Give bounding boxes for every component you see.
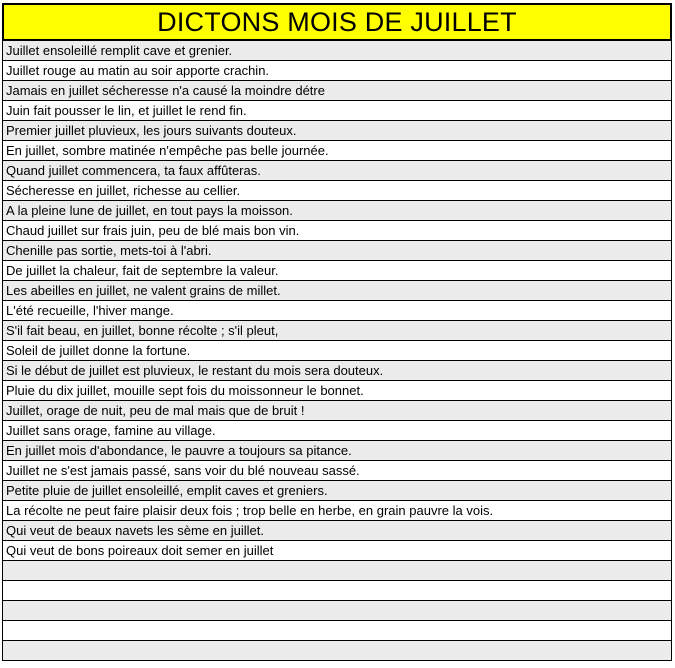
table-row[interactable] xyxy=(3,241,671,261)
table-row[interactable] xyxy=(3,541,671,561)
saying-text: De juillet la chaleur, fait de septembre la valeur. xyxy=(6,263,279,278)
table-row[interactable] xyxy=(3,341,671,361)
table-row[interactable] xyxy=(3,461,671,481)
saying-text: La récolte ne peut faire plaisir deux fois ; trop belle en herbe, en grain pauvre la vois. xyxy=(6,503,494,518)
table-row[interactable] xyxy=(3,601,671,621)
table-row[interactable] xyxy=(3,621,671,641)
table-row[interactable] xyxy=(3,441,671,461)
saying-text: Petite pluie de juillet ensoleillé, emplit caves et greniers. xyxy=(6,483,328,498)
table-row[interactable] xyxy=(3,261,671,281)
saying-text: Juillet, orage de nuit, peu de mal mais que de bruit ! xyxy=(6,403,305,418)
table-row[interactable] xyxy=(3,221,671,241)
saying-text: Premier juillet pluvieux, les jours suivants douteux. xyxy=(6,123,297,138)
saying-text: Soleil de juillet donne la fortune. xyxy=(6,343,191,358)
saying-text: Les abeilles en juillet, ne valent grains de millet. xyxy=(6,283,281,298)
table-row[interactable] xyxy=(3,201,671,221)
saying-text: A la pleine lune de juillet, en tout pays la moisson. xyxy=(6,203,293,218)
table-row[interactable] xyxy=(3,81,671,101)
saying-text: Pluie du dix juillet, mouille sept fois du moissonneur le bonnet. xyxy=(6,383,364,398)
table-row[interactable] xyxy=(3,381,671,401)
table-row[interactable] xyxy=(3,501,671,521)
table-row[interactable] xyxy=(3,141,671,161)
saying-text: Si le début de juillet est pluvieux, le restant du mois sera douteux. xyxy=(6,363,384,378)
table-row[interactable] xyxy=(3,361,671,381)
saying-text: S'il fait beau, en juillet, bonne récolte ; s'il pleut, xyxy=(6,323,279,338)
saying-text: Sécheresse en juillet, richesse au cellier. xyxy=(6,183,241,198)
saying-text: En juillet mois d'abondance, le pauvre a toujours sa pitance. xyxy=(6,443,352,458)
saying-text: Juillet ensoleillé remplit cave et grenier. xyxy=(6,43,233,58)
table-row[interactable] xyxy=(3,181,671,201)
saying-text: L'été recueille, l'hiver mange. xyxy=(6,303,174,318)
saying-text: Chenille pas sortie, mets-toi à l'abri. xyxy=(6,243,212,258)
table-row[interactable] xyxy=(3,41,671,61)
table-row[interactable] xyxy=(3,121,671,141)
saying-text: Qui veut de beaux navets les sème en juillet. xyxy=(6,523,264,538)
table-row[interactable] xyxy=(3,561,671,581)
sayings-list xyxy=(2,41,672,661)
saying-text: Juillet rouge au matin au soir apporte crachin. xyxy=(6,63,270,78)
table-row[interactable] xyxy=(3,401,671,421)
table-row[interactable] xyxy=(3,581,671,601)
saying-text: Chaud juillet sur frais juin, peu de blé mais bon vin. xyxy=(6,223,300,238)
spreadsheet-table xyxy=(2,3,672,661)
table-row[interactable] xyxy=(3,101,671,121)
saying-text: Jamais en juillet sécheresse n'a causé la moindre détre xyxy=(6,83,325,98)
table-row[interactable] xyxy=(3,481,671,501)
table-row[interactable] xyxy=(3,281,671,301)
table-row[interactable] xyxy=(3,521,671,541)
saying-text: Juillet sans orage, famine au village. xyxy=(6,423,216,438)
table-row[interactable] xyxy=(3,321,671,341)
saying-text: Qui veut de bons poireaux doit semer en juillet xyxy=(6,543,274,558)
table-row[interactable] xyxy=(3,301,671,321)
saying-text: Juin fait pousser le lin, et juillet le rend fin. xyxy=(6,103,247,118)
saying-text: Juillet ne s'est jamais passé, sans voir du blé nouveau sassé. xyxy=(6,463,360,478)
table-row[interactable] xyxy=(3,161,671,181)
saying-text: Quand juillet commencera, ta faux affûteras. xyxy=(6,163,261,178)
table-title-cell[interactable] xyxy=(2,3,672,41)
table-row[interactable] xyxy=(3,641,671,660)
table-row[interactable] xyxy=(3,421,671,441)
table-row[interactable] xyxy=(3,61,671,81)
saying-text: En juillet, sombre matinée n'empêche pas belle journée. xyxy=(6,143,329,158)
table-title: DICTONS MOIS DE JUILLET xyxy=(157,6,517,37)
